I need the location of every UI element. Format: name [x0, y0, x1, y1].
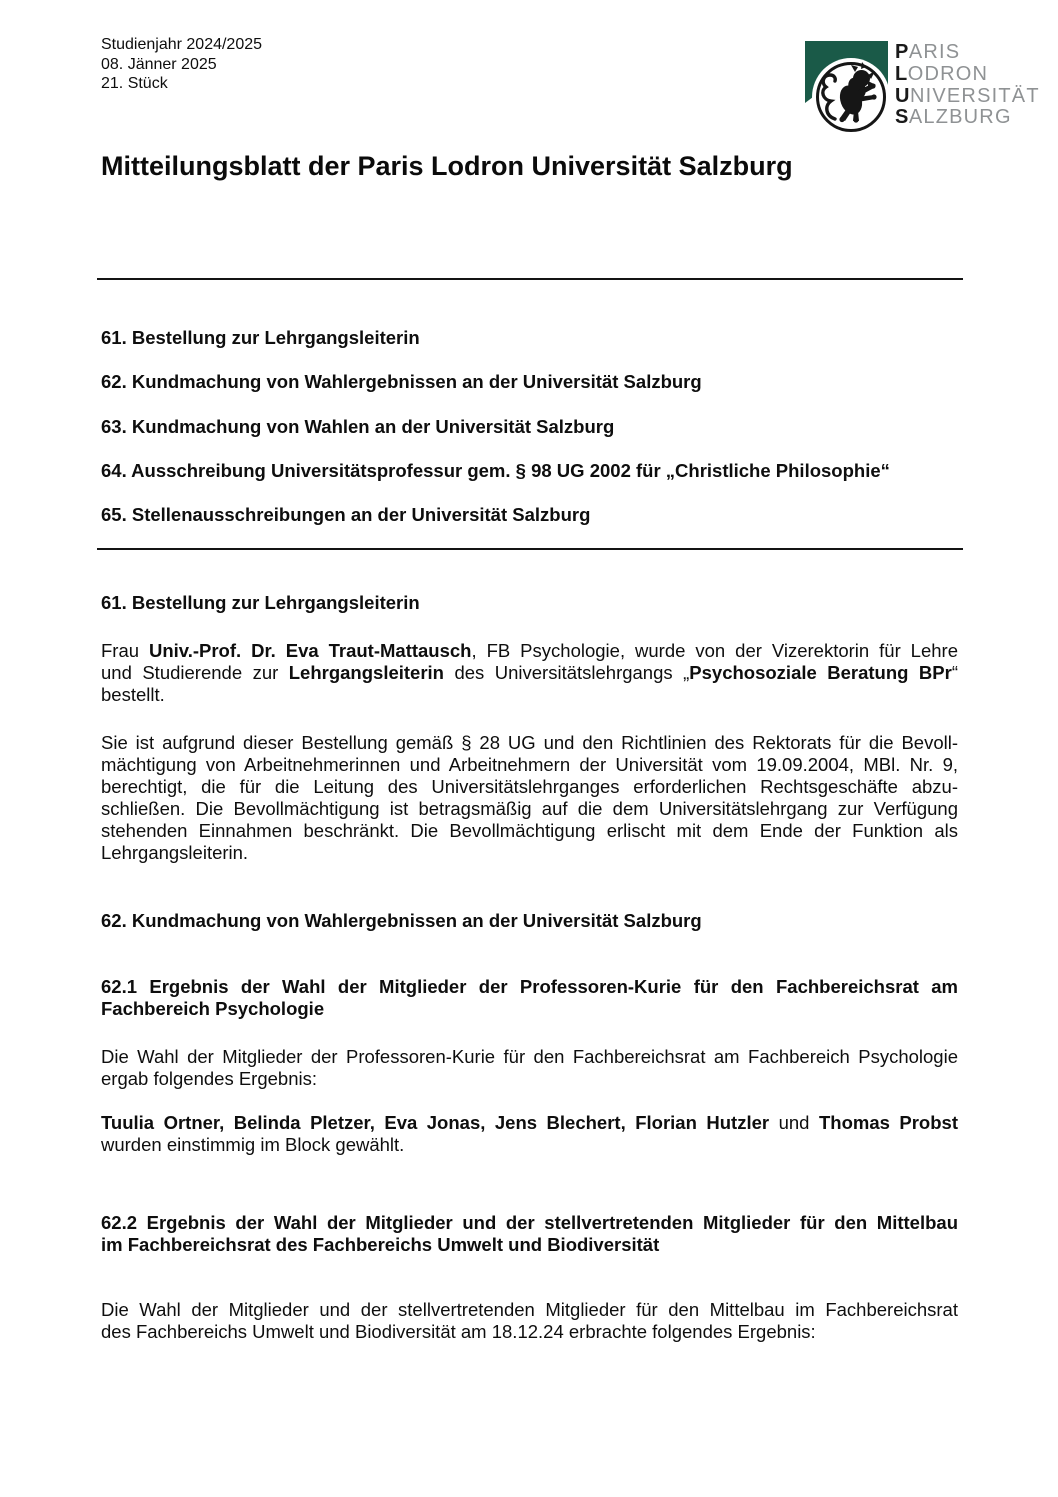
- text-line: Die Wahl der Mitglieder und der stellvertretenden Mitglieder für den Mittelbau im Fachbereichsrat: [101, 1299, 958, 1320]
- text-line: 61. Bestellung zur Lehrgangsleiterin: [101, 592, 420, 613]
- text-line: wurden einstimmig im Block gewählt.: [101, 1134, 405, 1155]
- text-line: 61. Bestellung zur Lehrgangsleiterin: [101, 327, 420, 348]
- logo-rest: ARIS: [908, 41, 961, 63]
- logo-wordmark: [895, 42, 1040, 129]
- text-line: bestellt.: [101, 684, 165, 705]
- logo-wordmark-line: [895, 42, 1040, 64]
- section-61-heading: [101, 592, 958, 614]
- text-line: mächtigung von Arbeitnehmerinnen und Arbeitnehmern der Universität vom 19.09.2004, MBl. Nr. 9,: [101, 754, 958, 775]
- meta-studienjahr: Studienjahr 2024/2025: [101, 36, 263, 53]
- text-line: Die Wahl der Mitglieder der Professoren-Kurie für den Fachbereichsrat am Fachbereich Psychologie: [101, 1046, 958, 1067]
- logo-rest: ODRON: [907, 62, 989, 85]
- meta-issue-date: 08. Jänner 2025: [101, 55, 217, 73]
- text-line: Sie ist aufgrund dieser Bestellung gemäß § 28 UG und den Richtlinien des Rektorats für die Bevoll-: [101, 732, 958, 753]
- text-line: 64. Ausschreibung Universitätsprofessur gem. § 98 UG 2002 für „Christliche Philosophie“: [101, 460, 890, 481]
- section-62-2-para: [101, 1299, 958, 1343]
- toc-item-65: [101, 504, 958, 526]
- plus-university-logo: [805, 41, 1040, 141]
- logo-initial: S: [895, 106, 909, 129]
- logo-initial: L: [895, 62, 908, 85]
- text-line: Tuulia Ortner, Belinda Pletzer, Eva Jonas, Jens Blechert, Florian Hutzler und Thomas Probst: [101, 1112, 958, 1133]
- text-line: stehenden Einnahmen beschränkt. Die Bevollmächtigung erlischt mit dem Ende der Funktion als: [101, 820, 958, 841]
- text-line: ergab folgendes Ergebnis:: [101, 1068, 317, 1089]
- logo-rest: NIVERSITÄT: [909, 84, 1040, 107]
- logo-initial: P: [895, 41, 909, 63]
- text-line: 62. Kundmachung von Wahlergebnissen an der Universität Salzburg: [101, 910, 702, 931]
- logo-wordmark-line: [895, 86, 1040, 108]
- logo-initial: U: [895, 84, 910, 107]
- text-line: 65. Stellenausschreibungen an der Universität Salzburg: [101, 504, 591, 525]
- text-line: des Fachbereichs Umwelt und Biodiversität am 18.12.24 erbrachte folgendes Ergebnis:: [101, 1321, 816, 1342]
- text-line: und Studierende zur Lehrgangsleiterin des Universitätslehrgangs „Psychosoziale Beratung BPr“: [101, 662, 958, 683]
- text-line: Lehrgangsleiterin.: [101, 842, 249, 863]
- document-meta: [101, 35, 262, 94]
- section-62-heading: [101, 910, 958, 932]
- section-62-2-heading: [101, 1212, 958, 1256]
- text-line: 62. Kundmachung von Wahlergebnissen an der Universität Salzburg: [101, 371, 702, 392]
- section-61-para-2: [101, 732, 958, 864]
- divider-top: [97, 278, 963, 280]
- section-62-1-heading: [101, 976, 958, 1020]
- page-title: Mitteilungsblatt der Paris Lodron Universität Salzburg: [101, 151, 793, 181]
- text-line: 62.1 Ergebnis der Wahl der Mitglieder der Professoren-Kurie für den Fachbereichsrat am: [101, 976, 958, 997]
- logo-wordmark-line: [895, 64, 1040, 86]
- toc-item-61: [101, 327, 958, 349]
- text-line: im Fachbereichsrat des Fachbereichs Umwelt und Biodiversität: [101, 1234, 660, 1255]
- text-line: Frau Univ.-Prof. Dr. Eva Traut-Mattausch, FB Psychologie, wurde von der Vizerektorin für Lehre: [101, 640, 958, 661]
- section-61-para-1: [101, 640, 958, 706]
- section-62-1-para: [101, 1046, 958, 1090]
- logo-rest: ALZBURG: [908, 106, 1012, 129]
- toc-item-62: [101, 371, 958, 393]
- text-line: berechtigt, die für die Leitung des Universitätslehrganges erforderlichen Rechtsgeschäfte abzu-: [101, 776, 958, 797]
- meta-stueck: 21. Stück: [101, 75, 168, 92]
- toc-item-64: [101, 460, 958, 482]
- divider-toc-bottom: [97, 548, 963, 550]
- section-62-1-result: [101, 1112, 958, 1156]
- text-line: schließen. Die Bevollmächtigung ist betragsmäßig auf die dem Universitätslehrgang zur Verfügung: [101, 798, 958, 819]
- toc-item-63: [101, 416, 958, 438]
- text-line: Fachbereich Psychologie: [101, 998, 325, 1019]
- university-crest-lion-icon: [805, 41, 897, 136]
- text-line: 63. Kundmachung von Wahlen an der Universität Salzburg: [101, 416, 615, 437]
- text-line: 62.2 Ergebnis der Wahl der Mitglieder und der stellvertretenden Mitglieder für den Mittelbau: [101, 1212, 958, 1233]
- logo-wordmark-line: [895, 107, 1040, 129]
